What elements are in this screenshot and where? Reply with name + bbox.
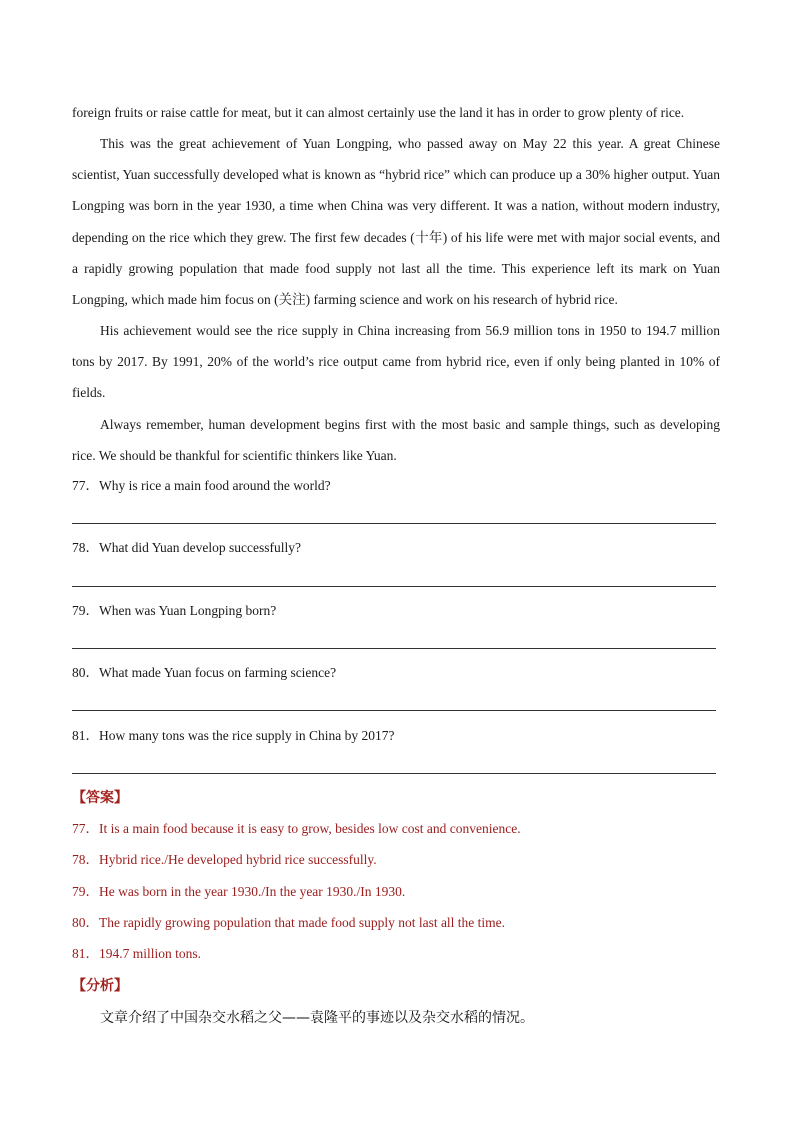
passage-paragraph-0: foreign fruits or raise cattle for meat, but it can almost certainly use the land it has in order to grow plenty of rice. xyxy=(72,105,685,120)
question-78: 78．What did Yuan develop successfully? xyxy=(72,540,301,555)
answer-line-81[interactable] xyxy=(72,773,716,774)
answer-81: 81．194.7 million tons. xyxy=(72,946,202,961)
analysis-heading: 【分析】 xyxy=(72,978,128,994)
answer-80: 80．The rapidly growing population that made food supply not last all the time. xyxy=(72,915,506,930)
answer-line-79[interactable] xyxy=(72,648,716,649)
question-81: 81．How many tons was the rice supply in China by 2017? xyxy=(72,728,395,743)
passage-paragraph-3: Always remember, human development begins first with the most basic and sample things, such as developing rice. We should be thankful for scientific thinkers like Yuan. xyxy=(72,417,720,464)
answer-line-80[interactable] xyxy=(72,710,716,711)
answer-79: 79．He was born in the year 1930./In the year 1930./In 1930. xyxy=(72,884,406,899)
answer-line-77[interactable] xyxy=(72,523,716,524)
analysis-text: 文章介绍了中国杂交水稻之父——袁隆平的事迹以及杂交水稻的情况。 xyxy=(100,1010,534,1026)
answer-78: 78．Hybrid rice./He developed hybrid rice successfully. xyxy=(72,852,377,867)
passage-paragraph-2: His achievement would see the rice supply in China increasing from 56.9 million tons in 1950 to 194.7 million tons by 2017. By 1991, 20% of the world’s rice output came from hybrid rice, even if only being planted in 10% of fields. xyxy=(72,323,720,401)
answer-line-78[interactable] xyxy=(72,586,716,587)
question-80: 80．What made Yuan focus on farming science? xyxy=(72,665,337,680)
passage-paragraph-1: This was the great achievement of Yuan Longping, who passed away on May 22 this year. A great Chinese scientist, Yuan successfully developed what is known as “hybrid rice” which can produce up a 30% higher output. Yuan Longping was born in the year 1930, a time when China was very different. It was a nation, without modern industry, depending on the rice which they grew. The first few decades (十年) of his life were met with major social events, and a rapidly growing population that made food supply not last all the time. This experience left its mark on Yuan Longping, which made him focus on (关注) farming science and work on his research of hybrid rice. xyxy=(72,136,720,308)
question-79: 79．When was Yuan Longping born? xyxy=(72,603,277,618)
question-77: 77．Why is rice a main food around the world? xyxy=(72,478,331,493)
answer-77: 77．It is a main food because it is easy to grow, besides low cost and convenience. xyxy=(72,821,521,836)
answer-heading: 【答案】 xyxy=(72,790,128,806)
